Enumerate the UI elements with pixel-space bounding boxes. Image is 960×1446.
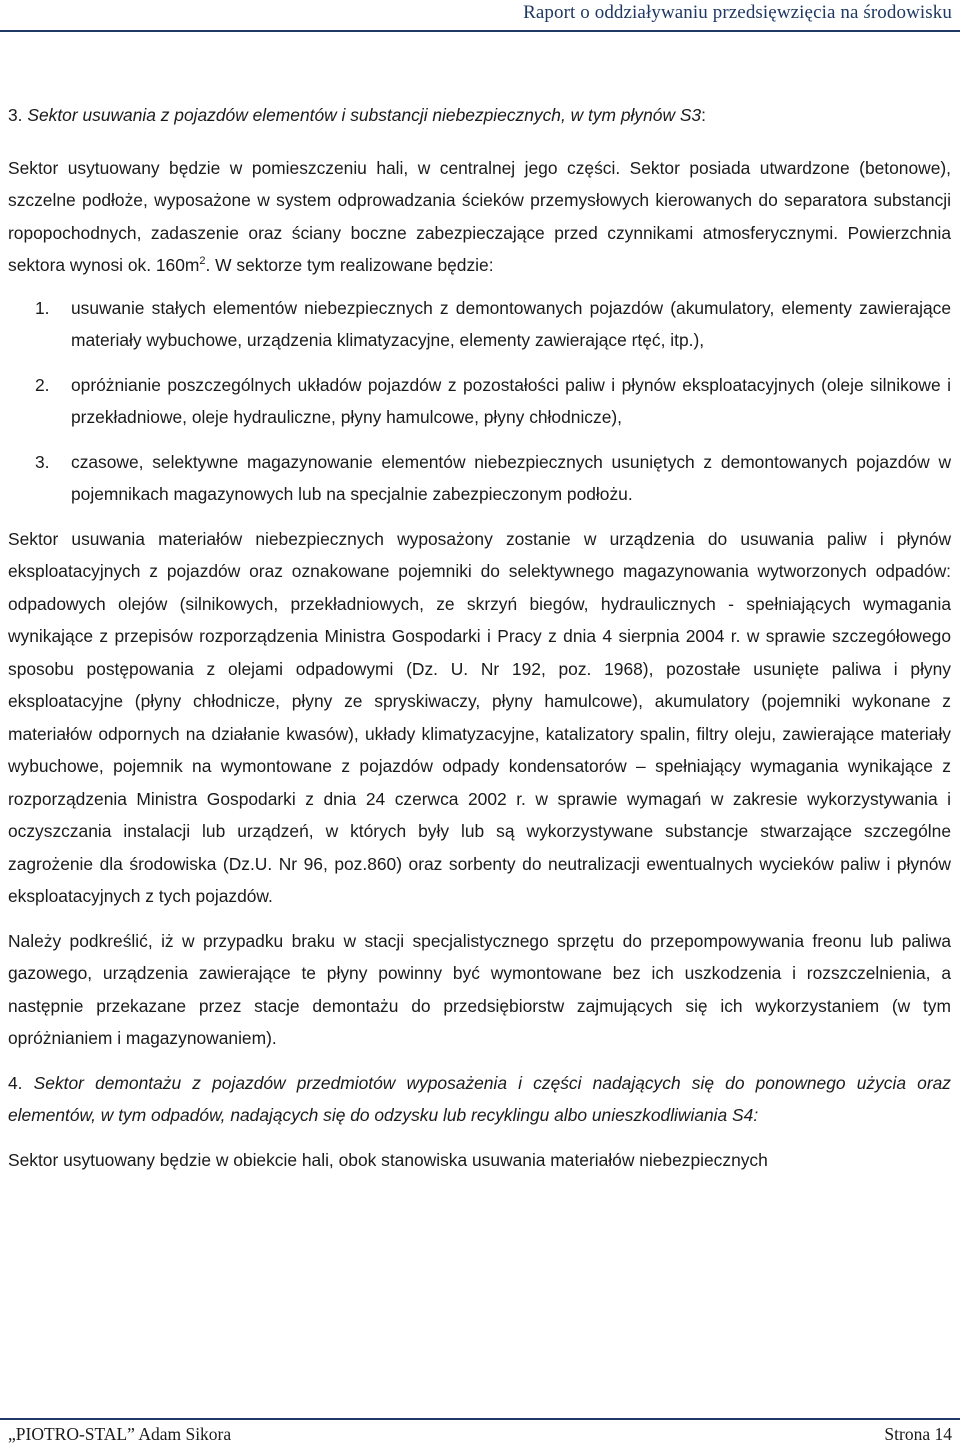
document-body [8,99,951,1176]
section-3-intro-text: Sektor usytuowany będzie w pomieszczeniu hali, w centralnej jego części. Sektor posiada utwardzone (betonowe), szczelne podłoże, wyposażone w system odprowadzania ścieków przemysłowych kierowanych do separatora substancji ropopochodnych, zadaszenie oraz ściany boczne zabezpieczające przed czynnikami atmosferycznymi. Powierzchnia sektora wynosi ok. 160m [8,157,951,275]
list-item-text: czasowe, selektywne magazynowanie elementów niebezpiecznych usuniętych z demontowanych pojazdów w pojemnikach magazynowych lub na specjalnie zabezpieczonym podłożu. [71,451,951,504]
footer-page-number: Strona 14 [884,1424,952,1444]
section-4-number: 4. [8,1072,23,1093]
section-4-heading-text: Sektor demontażu z pojazdów przedmiotów wyposażenia i części nadających się do ponownego użycia oraz elementów, w tym odpadów, nadających się do odzysku lub recyklingu albo unieszkodliwiania S4: [8,1072,951,1125]
list-item-number: 3. [35,451,50,472]
section-3-heading-text: Sektor usuwania z pojazdów elementów i substancji niebezpiecznych, w tym płynów S3 [27,105,702,125]
page-footer [8,1424,952,1445]
list-item [8,369,951,434]
spacer [8,132,951,152]
section-3-paragraph-2: Sektor usuwania materiałów niebezpiecznych wyposażony zostanie w urządzenia do usuwania paliw i płynów eksploatacyjnych z pojazdów oraz oznakowane pojemniki do selektywnego magazynowania wytworzonych odpadów: odpadowych olejów (silnikowych, przekładniowych, ze skrzyń biegów, hydraulicznych - spełniających wymagania wynikające z przepisów rozporządzenia Ministra Gospodarki i Pracy z dnia 4 sierpnia 2004 r. w sprawie szczegółowego sposobu postępowania z olejami odpadowymi (Dz. U. Nr 192, poz. 1968), pozostałe usunięte paliwa i płyny eksploatacyjne (płyny chłodnicze, płyny ze spryskiwaczy, płyny hamulcowe), akumulatory (pojemniki wykonane z materiałów odpornych na działanie kwasów), układy klimatyzacyjne, katalizatory spalin, filtry oleju, zawierające materiały wybuchowe, pojemnik na wymontowane z pojazdów odpady kondensatorów – spełniający wymagania wynikające z rozporządzenia Ministra Gospodarki z dnia 24 czerwca 2002 r. w sprawie wymagań w zakresie wykorzystywania i oczyszczania instalacji lub urządzeń, w których były lub są wykorzystywane substancje stwarzające szczególne zagrożenie dla środowiska (Dz.U. Nr 96, poz.860) oraz sorbenty do neutralizacji ewentualnych wycieków paliw i płynów eksploatacyjnych z tych pojazdów. [8,528,951,906]
section-3-list [8,292,951,511]
spacer [8,1132,951,1144]
list-item [8,446,951,511]
superscript-2: 2 [199,255,206,268]
list-item-text: usuwanie stałych elementów niebezpiecznych z demontowanych pojazdów (akumulatory, elementy zawierające materiały wybuchowe, urządzenia klimatyzacyjne, elementy zawierające rtęć, itp.), [71,297,951,350]
section-3-intro [8,152,951,282]
section-3-intro-tail: . W sektorze tym realizowane będzie: [205,255,494,275]
spacer [8,1055,951,1067]
footer-rule [0,1418,960,1420]
section-3-paragraph-3: Należy podkreślić, iż w przypadku braku w stacji specjalistycznego sprzętu do przepompowywania freonu lub paliwa gazowego, urządzenia zawierające te płyny powinny być wymontowane bez ich uszkodzenia i rozszczelnienia, a następnie przekazane przez stacje demontażu do przedsiębiorstw zajmujących się ich wykorzystaniem (w tym opróżnianiem i magazynowaniem). [8,930,951,1048]
section-3-heading-suffix: : [701,105,706,125]
list-item-number: 2. [35,374,50,395]
spacer [8,913,951,925]
list-item-text: opróżnianie poszczególnych układów pojazdów z pozostałości paliw i płynów eksploatacyjnych (oleje silnikowe i przekładniowe, oleje hydrauliczne, płyny hamulcowe, płyny chłodnicze), [71,374,951,427]
header-rule [0,30,960,32]
section-4-intro: Sektor usytuowany będzie w obiekcie hali, obok stanowiska usuwania materiałów niebezpiecznych [8,1149,768,1170]
list-item-number: 1. [35,297,50,318]
section-4-heading [8,1067,951,1132]
list-item [8,292,951,357]
footer-company: „PIOTRO-STAL” Adam Sikora [8,1424,232,1444]
running-header: Raport o oddziaływaniu przedsięwzięcia na środowisku [523,2,952,23]
section-3-number: 3. [8,105,23,125]
section-3-heading [8,99,951,132]
